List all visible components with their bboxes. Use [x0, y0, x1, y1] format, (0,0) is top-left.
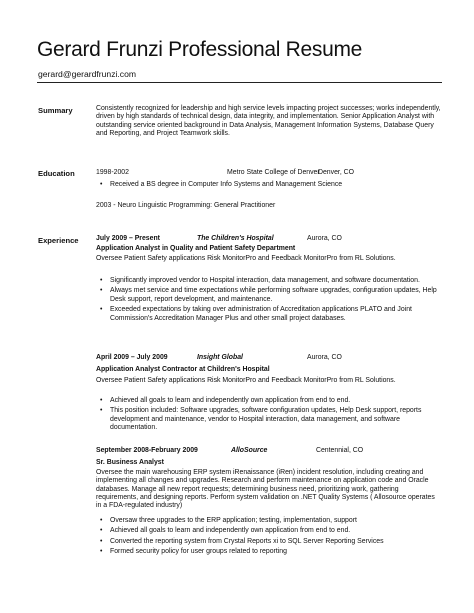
job-dates: July 2009 – Present	[96, 235, 160, 242]
bullet-text: Achieved all goals to learn and independently own application from end to end.	[110, 397, 351, 404]
summary-label: Summary	[38, 106, 73, 115]
bullet-icon: •	[100, 397, 103, 404]
list-item	[96, 181, 442, 189]
bullet-text: This position included: Software upgrades, software configuration updates, Help Desk support, reports development and maintenance, vendor to Hospital interaction, data management, and software documentation.	[110, 407, 422, 432]
job-location: Aurora, CO	[307, 235, 342, 242]
list-item	[96, 538, 442, 546]
summary-text: Consistently recognized for leadership and high service levels impacting project successes; works independently, driven by high standards of technical design, data integrity, and implementation. Senior Application Analyst with outstanding service oriented background in Data Analysis, Management Information Systems, Database Query and Reporting, and Project Teamwork skills.	[96, 105, 441, 137]
list-item	[96, 287, 442, 304]
bullet-text: Converted the reporting system from Crystal Reports xi to SQL Server Reporting Services	[110, 537, 384, 545]
education-extra: 2003 - Neuro Linguistic Programming: General Practitioner	[96, 202, 276, 209]
bullet-icon: •	[100, 287, 103, 295]
job-dates: September 2008-February 2009	[96, 447, 198, 454]
bullet-text: Achieved all goals to learn and independently own application from end to end.	[110, 527, 351, 535]
job-description: Oversee Patient Safety applications Risk MonitorPro and Feedback MonitorPro from RL Solutions.	[96, 255, 396, 262]
job-location: Centennial, CO	[316, 447, 364, 454]
bullet-icon: •	[100, 527, 103, 535]
header-divider	[37, 82, 442, 83]
job-description: Oversee the main warehousing ERP system iRenaissance (iRen) incident resolution, including creating and implementing all changes and upgrades. Research and perform maintenance on application code and Oracle databases. Manage all new report requests; determining business need, prioritizing work, gathering requirements, and designing reports. Perform system validation on .NET Quality Systems ( Allosource operates in a FDA-regulated industry)	[96, 469, 435, 510]
list-item	[96, 527, 442, 535]
job-employer: Insight Global	[197, 354, 243, 361]
job-role: Application Analyst in Quality and Patient Safety Department	[96, 245, 296, 252]
job-employer: The Children's Hospital	[197, 235, 274, 242]
job-bullets	[96, 517, 442, 559]
bullet-icon: •	[100, 277, 103, 284]
bullet-text: Oversaw three upgrades to the ERP application; testing, implementation, support	[110, 517, 357, 524]
list-item	[96, 306, 442, 323]
list-item	[96, 397, 442, 405]
experience-label: Experience	[38, 236, 79, 245]
education-dates: 1998-2002	[96, 169, 129, 176]
bullet-text: Always met service and time expectations while performing software upgrades, configuration updates, Help Desk support, report development, and maintenance.	[110, 287, 437, 303]
list-item	[96, 548, 442, 556]
bullet-icon: •	[100, 181, 103, 188]
email-address: gerard@gerardfrunzi.com	[38, 69, 137, 79]
bullet-text: Significantly improved vendor to Hospital interaction, data management, and software documentation.	[110, 277, 420, 284]
page-title: Gerard Frunzi Professional Resume	[37, 38, 363, 61]
bullet-icon: •	[100, 306, 103, 314]
job-employer: AlloSource	[231, 447, 268, 454]
list-item	[96, 407, 442, 432]
job-location: Aurora, CO	[307, 354, 342, 361]
education-school: Metro State College of Denver	[227, 169, 320, 176]
job-dates: April 2009 – July 2009	[96, 354, 168, 361]
job-bullets	[96, 277, 442, 325]
job-bullets	[96, 397, 442, 435]
bullet-text: Formed security policy for user groups related to reporting	[110, 548, 287, 556]
bullet-text: Exceeded expectations by taking over administration of Accreditation applications PLATO and Joint Commission's Accreditation Manager Plus and other small project databases.	[110, 306, 412, 322]
education-location: Denver, CO	[318, 169, 354, 176]
job-role: Application Analyst Contractor at Children's Hospital	[96, 366, 270, 373]
job-role: Sr. Business Analyst	[96, 459, 164, 466]
bullet-icon: •	[100, 517, 103, 524]
education-degree: Received a BS degree in Computer Info Systems and Management Science	[110, 181, 343, 188]
bullet-icon: •	[100, 548, 103, 556]
bullet-icon: •	[100, 407, 103, 415]
education-bullets	[96, 181, 442, 191]
education-label: Education	[38, 169, 75, 178]
job-description: Oversee Patient Safety applications Risk MonitorPro and Feedback MonitorPro from RL Solutions.	[96, 377, 396, 384]
bullet-icon: •	[100, 537, 103, 545]
list-item	[96, 277, 442, 285]
list-item	[96, 517, 442, 525]
